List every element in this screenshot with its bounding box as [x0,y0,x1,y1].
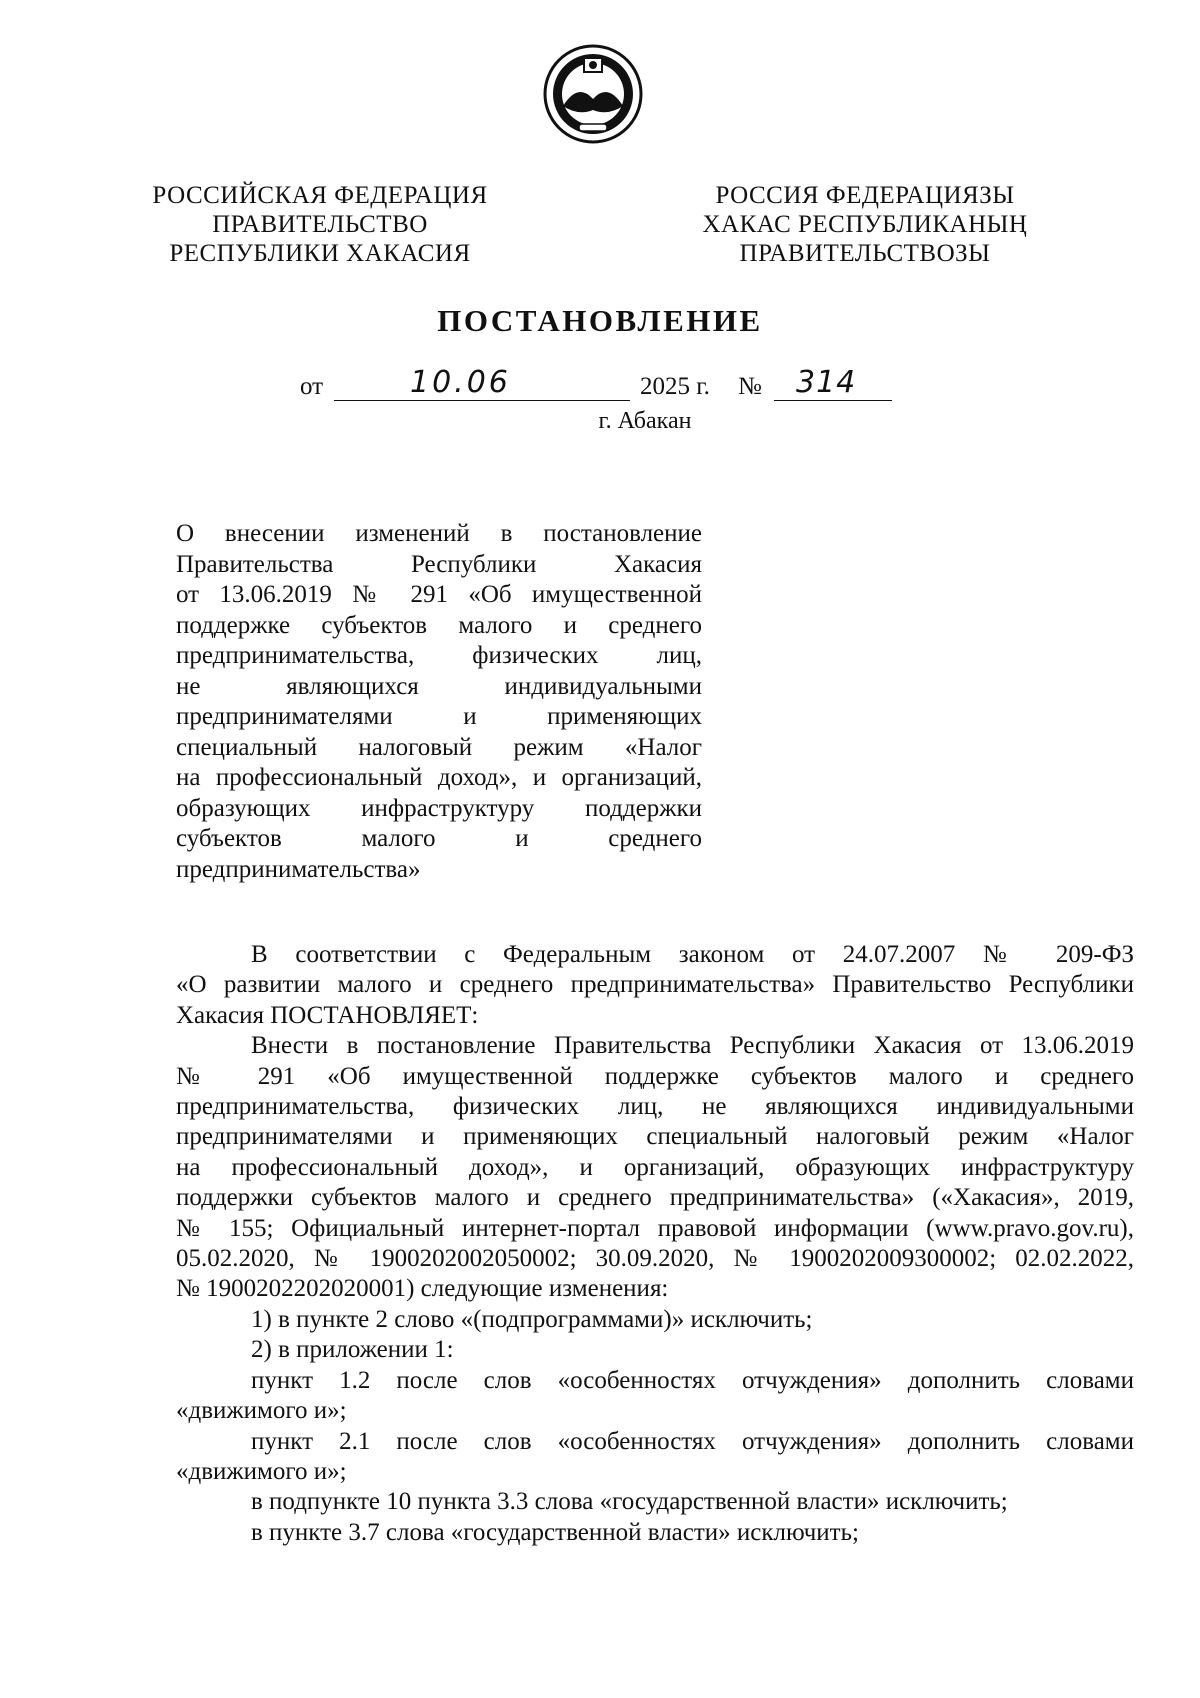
subject-line: предпринимательства, физических лиц, [176,642,702,669]
subject-line: субъектов малого и среднего [176,825,702,852]
date-underline [334,400,630,401]
subject-line: предпринимателями и применяющих [176,703,702,730]
body-line: предпринимателями и применяющих специальный налоговый режим «Налог [176,1123,1134,1151]
number-label: № [738,373,762,400]
body-line: «движимого и»; [176,1397,347,1425]
city-label: г. Абакан [598,408,692,434]
subject-line: на профессиональный доход», и организаций, [176,764,702,791]
subject-line: специальный налоговый режим «Налог [176,733,702,761]
body-line: предпринимательства, физических лиц, не являющихся индивидуальными [176,1093,1134,1121]
number-underline [774,400,892,401]
body-line: пункт 1.2 после слов «особенностях отчуждения» дополнить словами [251,1366,1134,1394]
body-line: Хакасия ПОСТАНОВЛЯЕТ: [176,1001,479,1029]
body-line: 1) в пункте 2 слово «(подпрограммами)» исключить; [251,1305,813,1333]
document-type-title: ПОСТАНОВЛЕНИЕ [437,303,763,338]
body-line: 05.02.2020, № 1900202002050002; 30.09.2020, № 1900202009300002; 02.02.2022, [176,1245,1134,1273]
body-line: Внести в постановление Правительства Республики Хакасия от 13.06.2019 [251,1032,1134,1060]
body-line: № 291 «Об имущественной поддержке субъектов малого и среднего [176,1062,1134,1090]
date-year: 2025 г. [640,373,710,400]
body-line: в подпункте 10 пункта 3.3 слова «государственной власти» исключить; [251,1488,1008,1516]
header-left-line-1: РОССИЙСКАЯ ФЕДЕРАЦИЯ [152,182,488,209]
body-line: «движимого и»; [176,1457,347,1485]
date-from-label: от [300,373,324,400]
header-left-line-3: РЕСПУБЛИКИ ХАКАСИЯ [169,240,471,267]
body-line: № 155; Официальный интернет-портал правовой информации (www.pravo.gov.ru), [176,1214,1134,1242]
body-line: поддержки субъектов малого и среднего предпринимательства» («Хакасия», 2019, [176,1184,1134,1212]
subject-line: О внесении изменений в постановление [176,520,702,547]
subject-line: от 13.06.2019 № 291 «Об имущественной [176,581,702,608]
subject-line: предпринимательства» [176,855,421,883]
body-line: пункт 2.1 после слов «особенностях отчуждения» дополнить словами [251,1427,1134,1455]
body-line: в пункте 3.7 слова «государственной власти» исключить; [251,1518,859,1546]
header-left-line-2: ПРАВИТЕЛЬСТВО [212,211,428,238]
subject-block [176,519,702,885]
body-text [176,940,1134,1548]
subject-line: Правительства Республики Хакасия [176,550,702,578]
body-line: на профессиональный доход», и организаций, образующих инфраструктуру [176,1153,1134,1181]
header-right-line-3: ПРАВИТЕЛЬСТВОЗЫ [739,240,991,267]
body-line: № 1900202202020001) следующие изменения: [176,1275,669,1303]
handwritten-number: 314 [796,365,857,400]
handwritten-date: 10.06 [410,365,511,400]
header-left-block [140,181,500,268]
coat-of-arms-emblem [543,44,643,144]
header-right-block [690,181,1040,268]
header-right-line-1: РОССИЯ ФЕДЕРАЦИЯЗЫ [715,182,1015,209]
body-line: В соответствии с Федеральным законом от 24.07.2007 № 209-ФЗ [251,941,1134,968]
subject-line: не являющихся индивидуальными [176,672,702,700]
body-line: «О развитии малого и среднего предпринимательства» Правительство Республики [176,971,1134,999]
header-right-line-2: ХАКАС РЕСПУБЛИКАНЫҢ [702,211,1028,238]
body-line: 2) в приложении 1: [251,1336,454,1364]
subject-line: поддержке субъектов малого и среднего [176,611,702,639]
subject-line: образующих инфраструктуру поддержки [176,794,702,822]
